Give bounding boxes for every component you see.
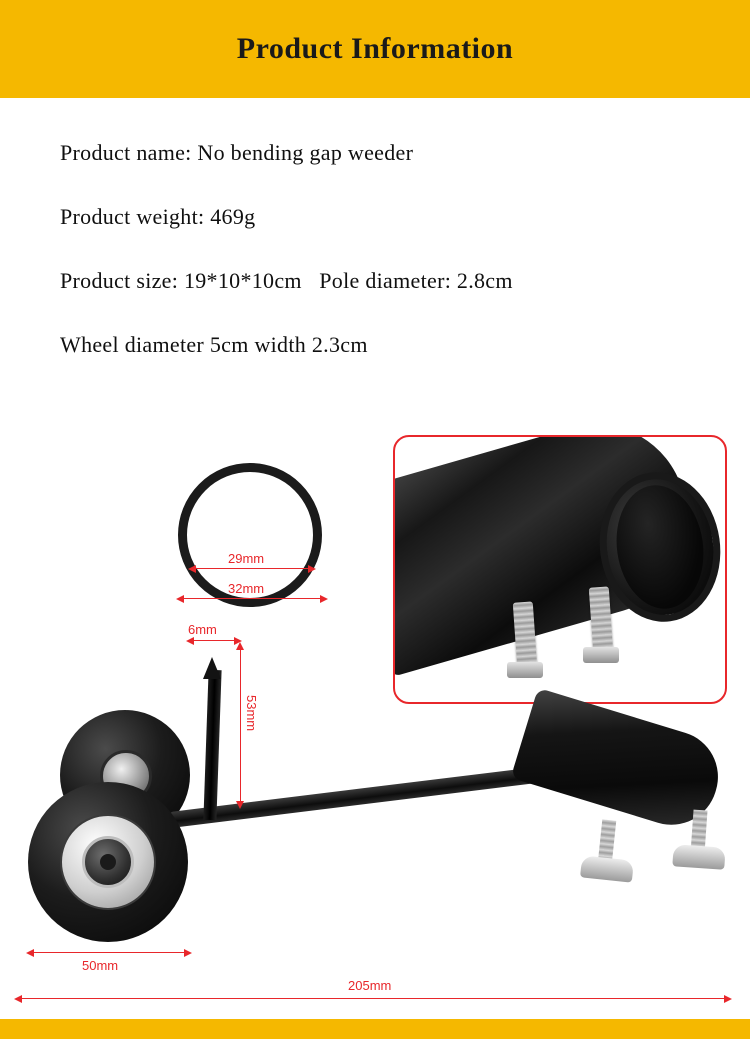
screw-head-right: [583, 647, 619, 663]
blade-body: [203, 670, 221, 820]
total-length-dim-line: [18, 998, 730, 999]
blade-height-dim-line: [240, 648, 241, 803]
total-length-arrow-right: [724, 995, 732, 1003]
weeder-tool-illustration: [20, 690, 740, 980]
ring-outer-arrow-left: [176, 595, 184, 603]
wheel-diameter-dim-line: [30, 952, 190, 953]
spec-product-size: Product size: 19*10*10cm Pole diameter: 2.8cm: [60, 268, 513, 293]
footer-bar: [0, 1019, 750, 1039]
page-title: Product Information: [236, 32, 514, 65]
blade-width-arrow-left: [186, 637, 194, 645]
total-length-arrow-left: [14, 995, 22, 1003]
tool-shaft: [169, 765, 558, 828]
blade-width-dim-line: [190, 640, 240, 641]
spec-product-weight: Product weight: 469g: [60, 204, 256, 229]
ring-inner-dim-label: 29mm: [228, 551, 265, 566]
blade-tip: [203, 657, 221, 679]
ring-outer-dim-label: 32mm: [228, 581, 265, 596]
screw-head-left: [507, 662, 543, 678]
wheel-diameter-arrow-right: [184, 949, 192, 957]
wheel-diameter-dim-label: 50mm: [82, 958, 119, 973]
blade-width-dim-label: 6mm: [188, 622, 217, 637]
product-spec-list: [60, 140, 700, 396]
spec-wheel-diameter: Wheel diameter 5cm width 2.3cm: [60, 332, 368, 357]
spec-product-name: Product name: No bending gap weeder: [60, 140, 414, 165]
product-diagram: [0, 420, 750, 1020]
wing-screw-head-left: [580, 855, 634, 882]
blade-height-arrow-up: [236, 642, 244, 650]
o-ring-illustration: [170, 455, 350, 615]
wing-screw-head-right: [672, 844, 725, 870]
ring-inner-arrow-right: [308, 565, 316, 573]
tube-detail-photo: [393, 435, 727, 704]
blade-height-arrow-down: [236, 801, 244, 809]
ring-inner-dim-line: [190, 568, 314, 569]
ring-outer-arrow-right: [320, 595, 328, 603]
total-length-dim-label: 205mm: [348, 978, 392, 993]
wheel-diameter-arrow-left: [26, 949, 34, 957]
ring-inner-arrow-left: [188, 565, 196, 573]
blade-height-dim-label: 53mm: [244, 695, 259, 732]
header-bar: [0, 0, 750, 98]
front-wheel-bolt: [100, 854, 116, 870]
ring-outer-dim-line: [180, 598, 324, 599]
header-divider: [0, 98, 750, 104]
